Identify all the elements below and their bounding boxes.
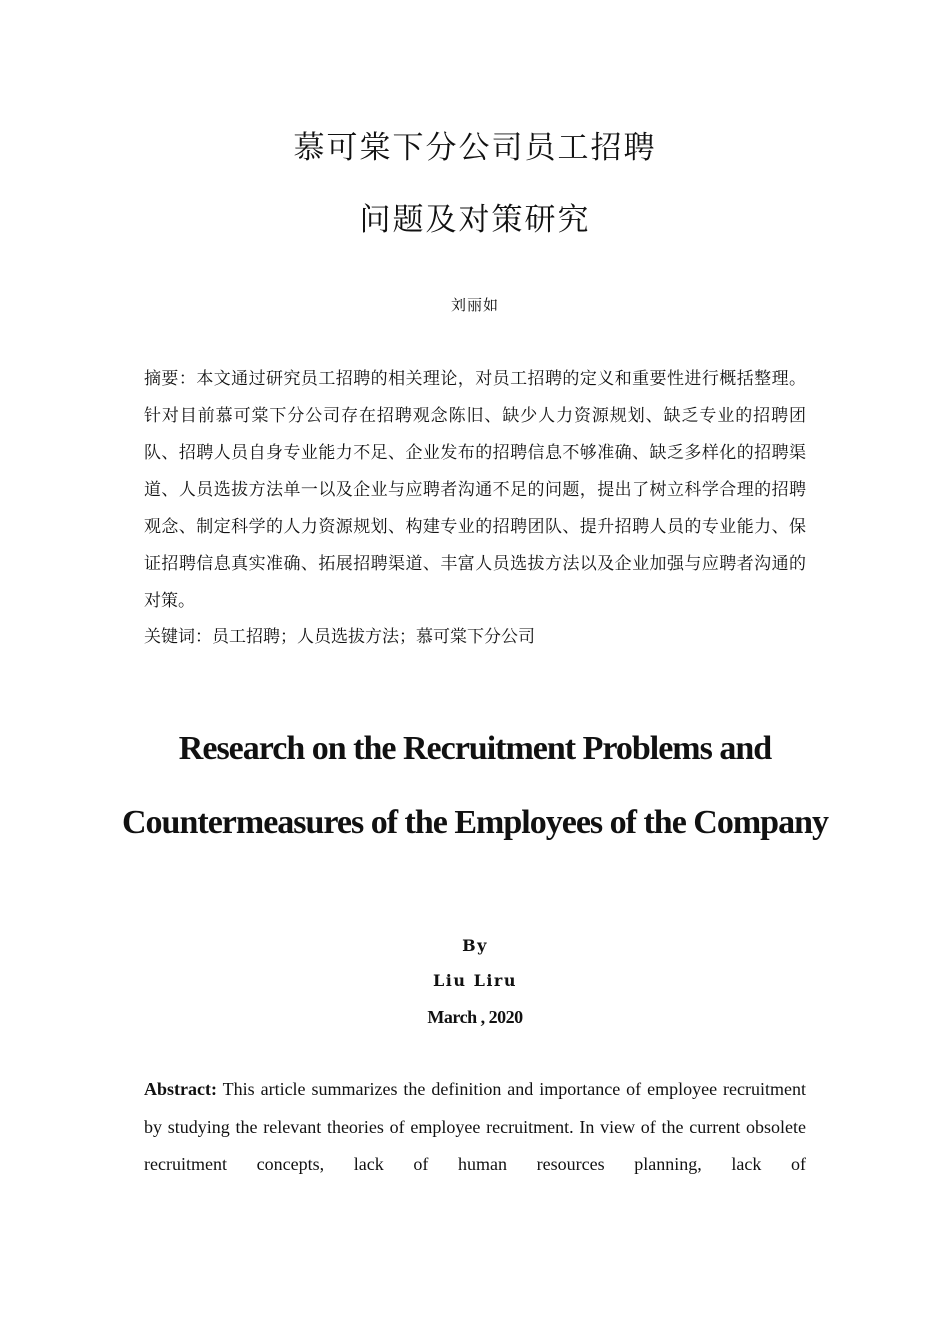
english-abstract-label: Abstract: [144,1079,217,1099]
chinese-abstract-label: 摘要： [144,369,197,389]
chinese-title-line-1: 慕可棠下分公司员工招聘 [293,130,657,166]
chinese-author: 刘丽如 [450,296,499,314]
chinese-title-line-2: 问题及对策研究 [359,202,591,238]
english-abstract-text: This article summarizes the definition and importance of employee recruitment by studying the relevant theories of employee recruitment. In view of the current obsolete recruitment concepts, lack of human resources planning, lack of [144,1079,806,1174]
english-author: Liu Liru [433,971,517,990]
chinese-keywords [144,619,806,656]
english-by-line: By [462,936,488,955]
english-abstract [144,1071,806,1184]
chinese-keywords-label: 关键词： [144,627,212,647]
english-date: March , 2020 [427,1007,523,1027]
chinese-abstract-text: 本文通过研究员工招聘的相关理论，对员工招聘的定义和重要性进行概括整理。针对目前慕可棠下分公司存在招聘观念陈旧、缺少人力资源规划、缺乏专业的招聘团队、招聘人员自身专业能力不足、企业发布的招聘信息不够准确、缺乏多样化的招聘渠道、人员选拔方法单一以及企业与应聘者沟通不足的问题，提出了树立科学合理的招聘观念、制定科学的人力资源规划、构建专业的招聘团队、提升招聘人员的专业能力、保证招聘信息真实准确、拓展招聘渠道、丰富人员选拔方法以及企业加强与应聘者沟通的对策。 [144,369,807,611]
english-title: Research on the Recruitment Problems and Countermeasures of the Employees of the Company [122,730,828,841]
chinese-abstract [144,361,806,620]
chinese-keywords-text: 员工招聘；人员选拔方法；慕可棠下分公司 [212,627,535,647]
